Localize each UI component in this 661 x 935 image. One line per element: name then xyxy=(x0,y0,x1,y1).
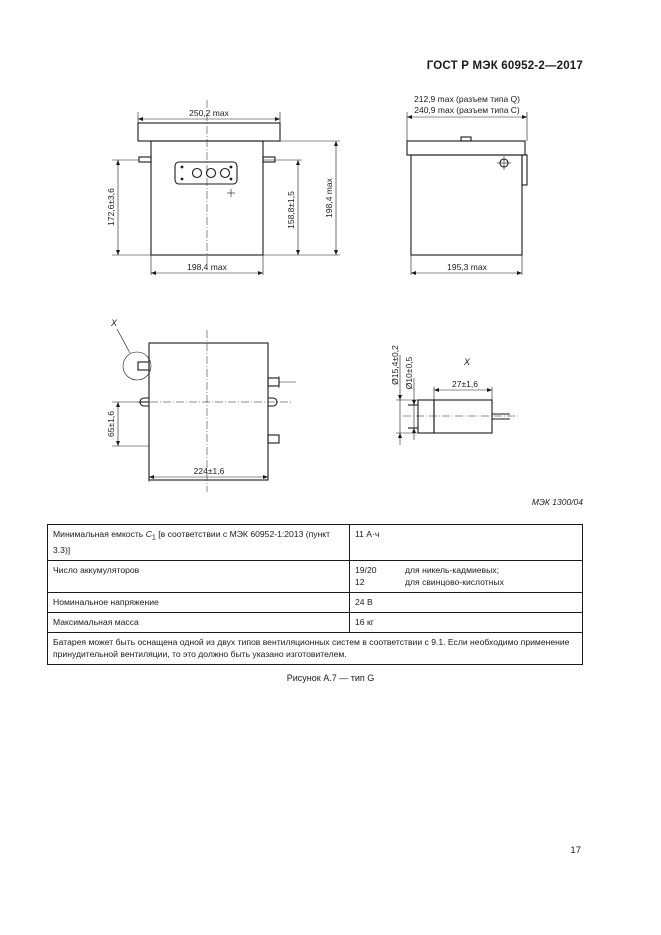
table-row xyxy=(48,560,583,592)
mass-value: 16 кг xyxy=(350,612,583,632)
capacity-label: Минимальная емкость $C_1$ [в соответствии с МЭК 60952-1:2013 (пункт 3.3)] xyxy=(48,525,350,561)
voltage-label: Номинальное напряжение xyxy=(48,592,350,612)
front-left-height: 172,6±3,6 xyxy=(106,188,116,226)
front-terminal-height: 158,8±1,5 xyxy=(286,191,296,229)
side-width-q: 212,9 max (разъем типа Q) xyxy=(414,94,520,104)
detail-label: X xyxy=(464,357,471,367)
top-handle-height: 65±1,6 xyxy=(106,411,116,437)
detail-outer-diameter: Ø15,4±0,2 xyxy=(390,345,400,385)
detail-inner-diameter: Ø10±0,5 xyxy=(404,356,414,390)
table-row xyxy=(48,525,583,561)
front-bottom-width: 198,4 max xyxy=(187,262,227,272)
standard-header: ГОСТ Р МЭК 60952-2—2017 xyxy=(426,60,583,72)
table-row xyxy=(48,612,583,632)
table-row xyxy=(48,592,583,612)
cells-label: Число аккумуляторов xyxy=(48,560,350,592)
drawing-reference-code: МЭК 1300/04 xyxy=(531,497,583,507)
front-overall-height: 198,4 max xyxy=(324,178,334,218)
side-view xyxy=(407,94,527,275)
figure-caption: Рисунок А.7 — тип G xyxy=(286,673,375,683)
spec-table xyxy=(47,524,583,665)
detail-x xyxy=(390,345,520,445)
page-number: 17 xyxy=(570,845,581,856)
top-view xyxy=(106,318,296,492)
table-note: Батарея может быть оснащена одной из двух типов вентиляционных систем в соответствии с 9.1. Если необходимо применение принудительной вентиляции, то это должно быть указано изготовителем. xyxy=(48,632,583,664)
capacity-value: 11 А·ч xyxy=(350,525,583,561)
mass-label: Максимальная масса xyxy=(48,612,350,632)
front-view xyxy=(106,100,340,275)
side-width-c: 240,9 max (разъем типа C) xyxy=(414,105,520,115)
voltage-value: 24 В xyxy=(350,592,583,612)
detail-length: 27±1,6 xyxy=(452,379,478,389)
top-handle-spacing: 224±1,6 xyxy=(193,466,225,476)
side-bottom-width: 195,3 max xyxy=(447,262,487,272)
cells-value: 19/20 для никель-кадмиевых; 12 для свинцово-кислотных xyxy=(350,560,583,592)
table-row xyxy=(48,632,583,664)
front-top-width: 250,2 max xyxy=(189,108,229,118)
top-detail-label: X xyxy=(111,318,118,328)
